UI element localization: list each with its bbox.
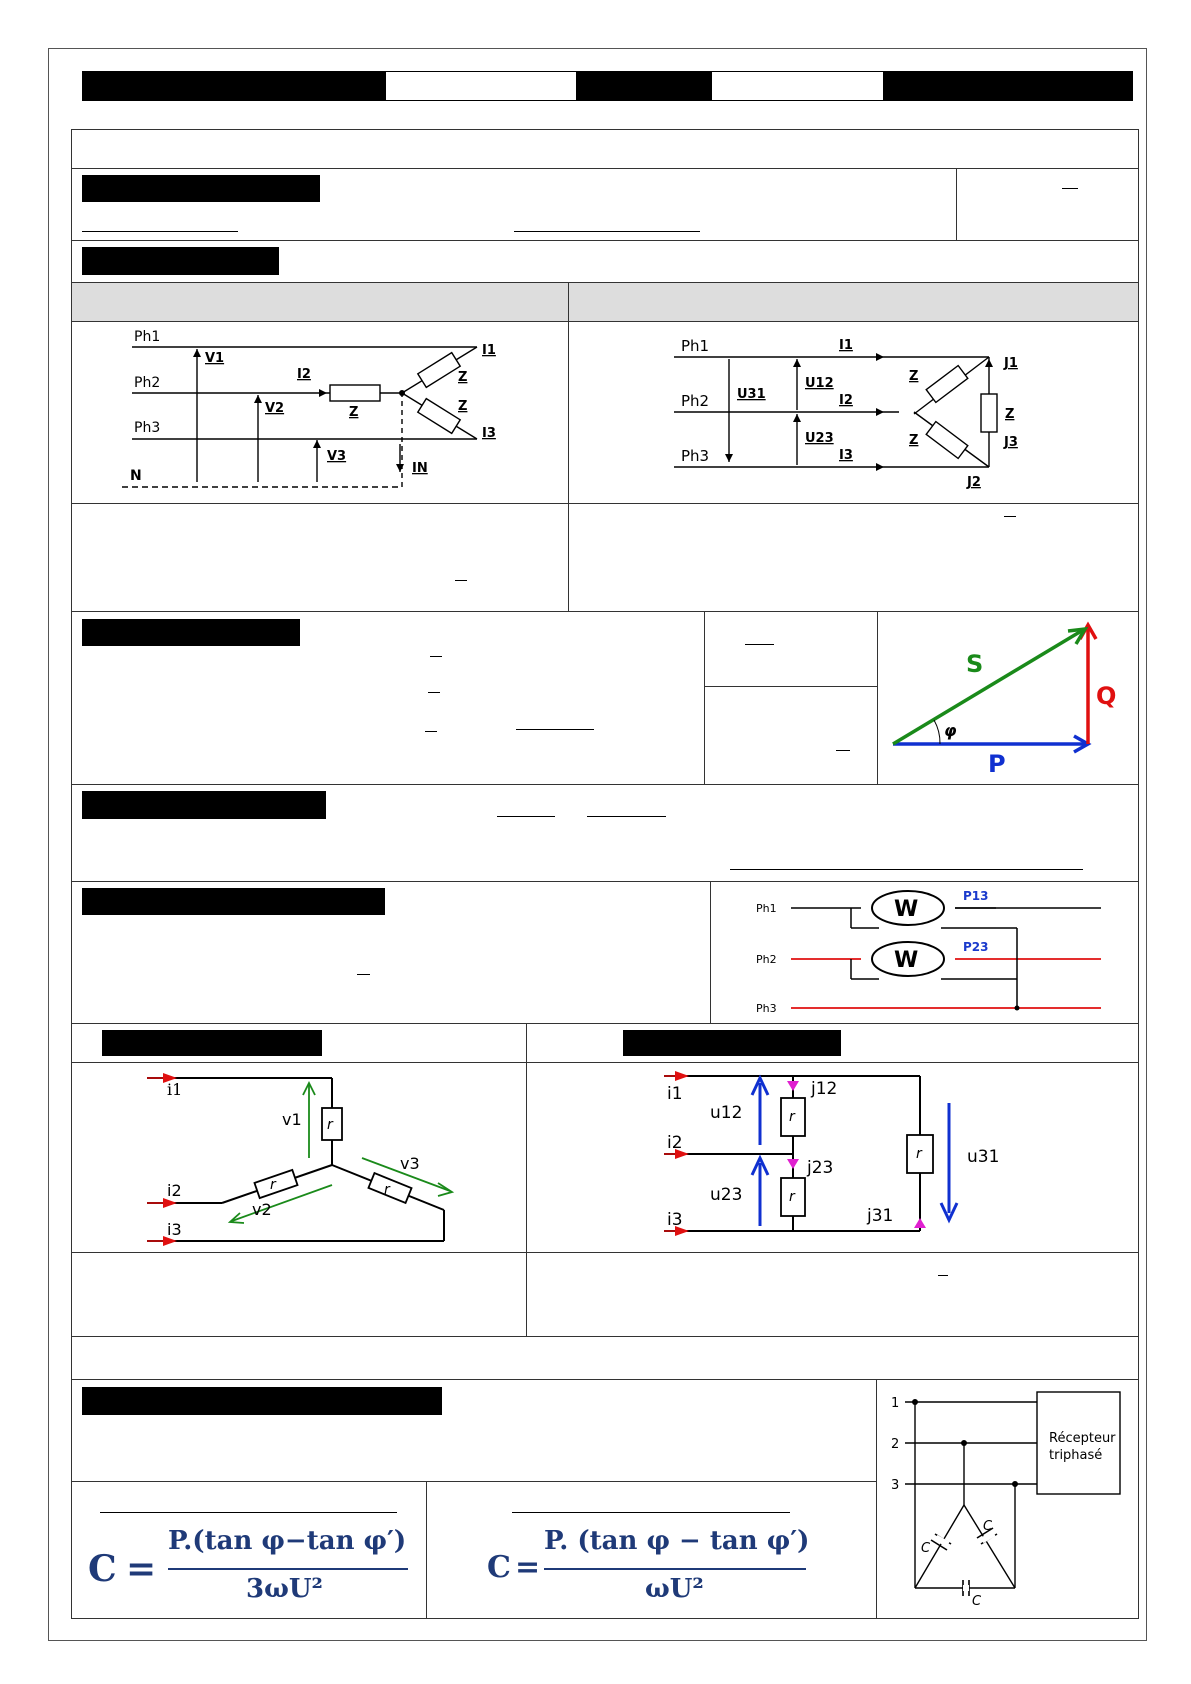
formula-fraction-line [544, 1568, 806, 1570]
capacitor-bank-diagram [877, 1380, 1138, 1618]
star-relations-cell [71, 503, 569, 612]
formula-c-symbol: C [88, 1548, 117, 1590]
delta-z-label: Z [909, 433, 919, 448]
fraction-bar [430, 656, 442, 657]
star-connection-diagram [72, 322, 568, 503]
delta-j1-label: J1 [1004, 356, 1018, 371]
underline [514, 231, 700, 232]
receiver-label-line2: triphasé [1049, 1448, 1103, 1463]
delta-r-j12-label: j12 [811, 1079, 838, 1099]
wm-p13-label: P13 [963, 889, 989, 903]
formula-denominator: 3ωU² [246, 1574, 323, 1604]
cap-c-label: C [983, 1519, 993, 1534]
delta-r-i1-label: i1 [667, 1084, 683, 1104]
formula-fraction-line [168, 1568, 408, 1570]
power-s-label: S [966, 650, 984, 678]
star-in-label: IN [412, 461, 428, 476]
cap-line-3-label: 3 [891, 1478, 900, 1493]
cap-line-2-label: 2 [891, 1437, 900, 1452]
star-r-relations-cell [71, 1252, 527, 1337]
fraction-bar [357, 974, 370, 975]
star-i1-label: I1 [482, 343, 496, 358]
power-q-label: Q [1096, 682, 1117, 710]
fraction-bar [1004, 516, 1016, 517]
coupling-heading-redacted [82, 247, 279, 275]
formula-denominator: ωU² [645, 1574, 704, 1604]
fraction-bar [425, 731, 437, 732]
delta-i1-label: I1 [839, 338, 853, 353]
star-ph1-label: Ph1 [134, 329, 161, 345]
fraction-bar [730, 869, 1083, 870]
star-v1-label: V1 [205, 351, 225, 366]
fraction-bar [938, 1275, 948, 1276]
wm-ph1-label: Ph1 [756, 902, 777, 915]
star-i3-label: I3 [482, 426, 496, 441]
power-p-label: P [988, 750, 1006, 778]
power-formula-cell-2 [704, 686, 878, 785]
delta-ph3-label: Ph3 [681, 447, 710, 465]
delta-r-u12-label: u12 [710, 1103, 743, 1123]
power-phi-label: φ [944, 721, 957, 740]
fraction-bar [497, 816, 555, 817]
delta-ph1-label: Ph1 [681, 337, 710, 355]
delta-r-r-label: r [789, 1109, 795, 1125]
underline [82, 231, 238, 232]
star-r-v2-label: v2 [252, 1200, 272, 1219]
formula-numerator: P. (tan φ − tan φ′) [544, 1526, 810, 1556]
receiver-label-line1: Récepteur [1049, 1431, 1116, 1446]
wm-ph2-label: Ph2 [756, 953, 777, 966]
delta-ph2-label: Ph2 [681, 392, 710, 410]
star-v3-label: V3 [327, 449, 347, 464]
star-n-label: N [130, 468, 142, 484]
underline [100, 1512, 397, 1513]
delta-r-r-label: r [789, 1189, 795, 1205]
star-r-r-label: r [384, 1182, 390, 1198]
delta-r-i2-label: i2 [667, 1133, 683, 1153]
star-r-i2-label: i2 [167, 1181, 182, 1200]
fraction-bar [516, 729, 594, 730]
two-wattmeter-diagram [711, 882, 1138, 1023]
star-capacitance-formula [487, 1526, 817, 1611]
title-row [71, 129, 1139, 169]
fraction-bar [745, 644, 774, 645]
intro-heading-redacted [82, 175, 320, 202]
star-r-i3-label: i3 [167, 1220, 182, 1239]
delta-z-label: Z [1005, 407, 1015, 422]
header-bar-3 [577, 71, 711, 101]
star-r-heading-redacted [102, 1030, 322, 1056]
pf-heading-redacted [82, 1387, 442, 1415]
header-box-4 [711, 71, 884, 101]
underline [512, 1512, 790, 1513]
power-heading-redacted [82, 619, 300, 646]
delta-capacitance-formula [88, 1526, 418, 1611]
star-r-v3-label: v3 [400, 1154, 420, 1173]
wm-p23-label: P23 [963, 940, 989, 954]
cap-c-label: C [921, 1541, 931, 1556]
formula-eq-symbol: = [126, 1548, 157, 1590]
delta-r-relations-cell [526, 1252, 1139, 1337]
star-ph2-label: Ph2 [134, 375, 161, 391]
star-r-r-label: r [327, 1117, 333, 1133]
header-bar-5 [884, 71, 1133, 101]
star-r-r-label: r [270, 1177, 276, 1193]
formula-eq-symbol: = [515, 1550, 541, 1585]
star-z-label: Z [458, 399, 468, 414]
fraction-bar [428, 692, 440, 693]
delta-j2-label: J2 [967, 475, 981, 490]
fraction-bar [836, 750, 850, 751]
blank-row [71, 1336, 1139, 1380]
wattmeter-1-label: W [894, 897, 919, 922]
star-ph3-label: Ph3 [134, 420, 161, 436]
delta-r-heading-redacted [623, 1030, 841, 1056]
delta-r-i3-label: i3 [667, 1210, 683, 1230]
star-z-label: Z [458, 370, 468, 385]
delta-u31-label: U31 [737, 387, 766, 402]
delta-connection-diagram [569, 322, 1138, 503]
formula-numerator: P.(tan φ−tan φ′) [168, 1526, 407, 1556]
star-col-header [71, 282, 569, 322]
delta-r-j31-label: j31 [867, 1206, 894, 1226]
fraction-bar [587, 816, 666, 817]
delta-relations-cell [568, 503, 1139, 612]
power-triangle-diagram [878, 612, 1138, 784]
star-i2-label: I2 [297, 367, 311, 382]
delta-i2-label: I2 [839, 393, 853, 408]
wattmeter-2-label: W [894, 948, 919, 973]
star-v2-label: V2 [265, 401, 285, 416]
delta-col-header [568, 282, 1139, 322]
delta-z-label: Z [909, 369, 919, 384]
header-box-2 [385, 71, 577, 101]
wattmeter-heading-redacted [82, 888, 385, 915]
delta-r-u31-label: u31 [967, 1147, 1000, 1167]
star-z-label: Z [349, 405, 359, 420]
formula-c-symbol: C [487, 1550, 511, 1585]
cap-c-label: C [972, 1594, 982, 1609]
delta-resistor-diagram [527, 1063, 1138, 1252]
delta-i3-label: I3 [839, 448, 853, 463]
cap-line-1-label: 1 [891, 1396, 900, 1411]
power-formula-cell-1 [704, 611, 878, 687]
delta-u12-label: U12 [805, 376, 834, 391]
delta-r-j23-label: j23 [807, 1158, 834, 1178]
delta-u23-label: U23 [805, 431, 834, 446]
star-resistor-diagram [72, 1063, 526, 1252]
star-r-i1-label: i1 [167, 1080, 183, 1099]
header-bar-1 [82, 71, 385, 101]
fraction-bar [455, 580, 467, 581]
delta-r-r-label: r [916, 1146, 922, 1162]
delta-r-u23-label: u23 [710, 1185, 743, 1205]
boucherot-heading-redacted [82, 791, 326, 819]
delta-j3-label: J3 [1004, 435, 1018, 450]
star-r-v1-label: v1 [282, 1110, 302, 1129]
intro-side [956, 168, 1139, 241]
fraction-bar [1062, 188, 1078, 189]
wm-ph3-label: Ph3 [756, 1002, 777, 1015]
